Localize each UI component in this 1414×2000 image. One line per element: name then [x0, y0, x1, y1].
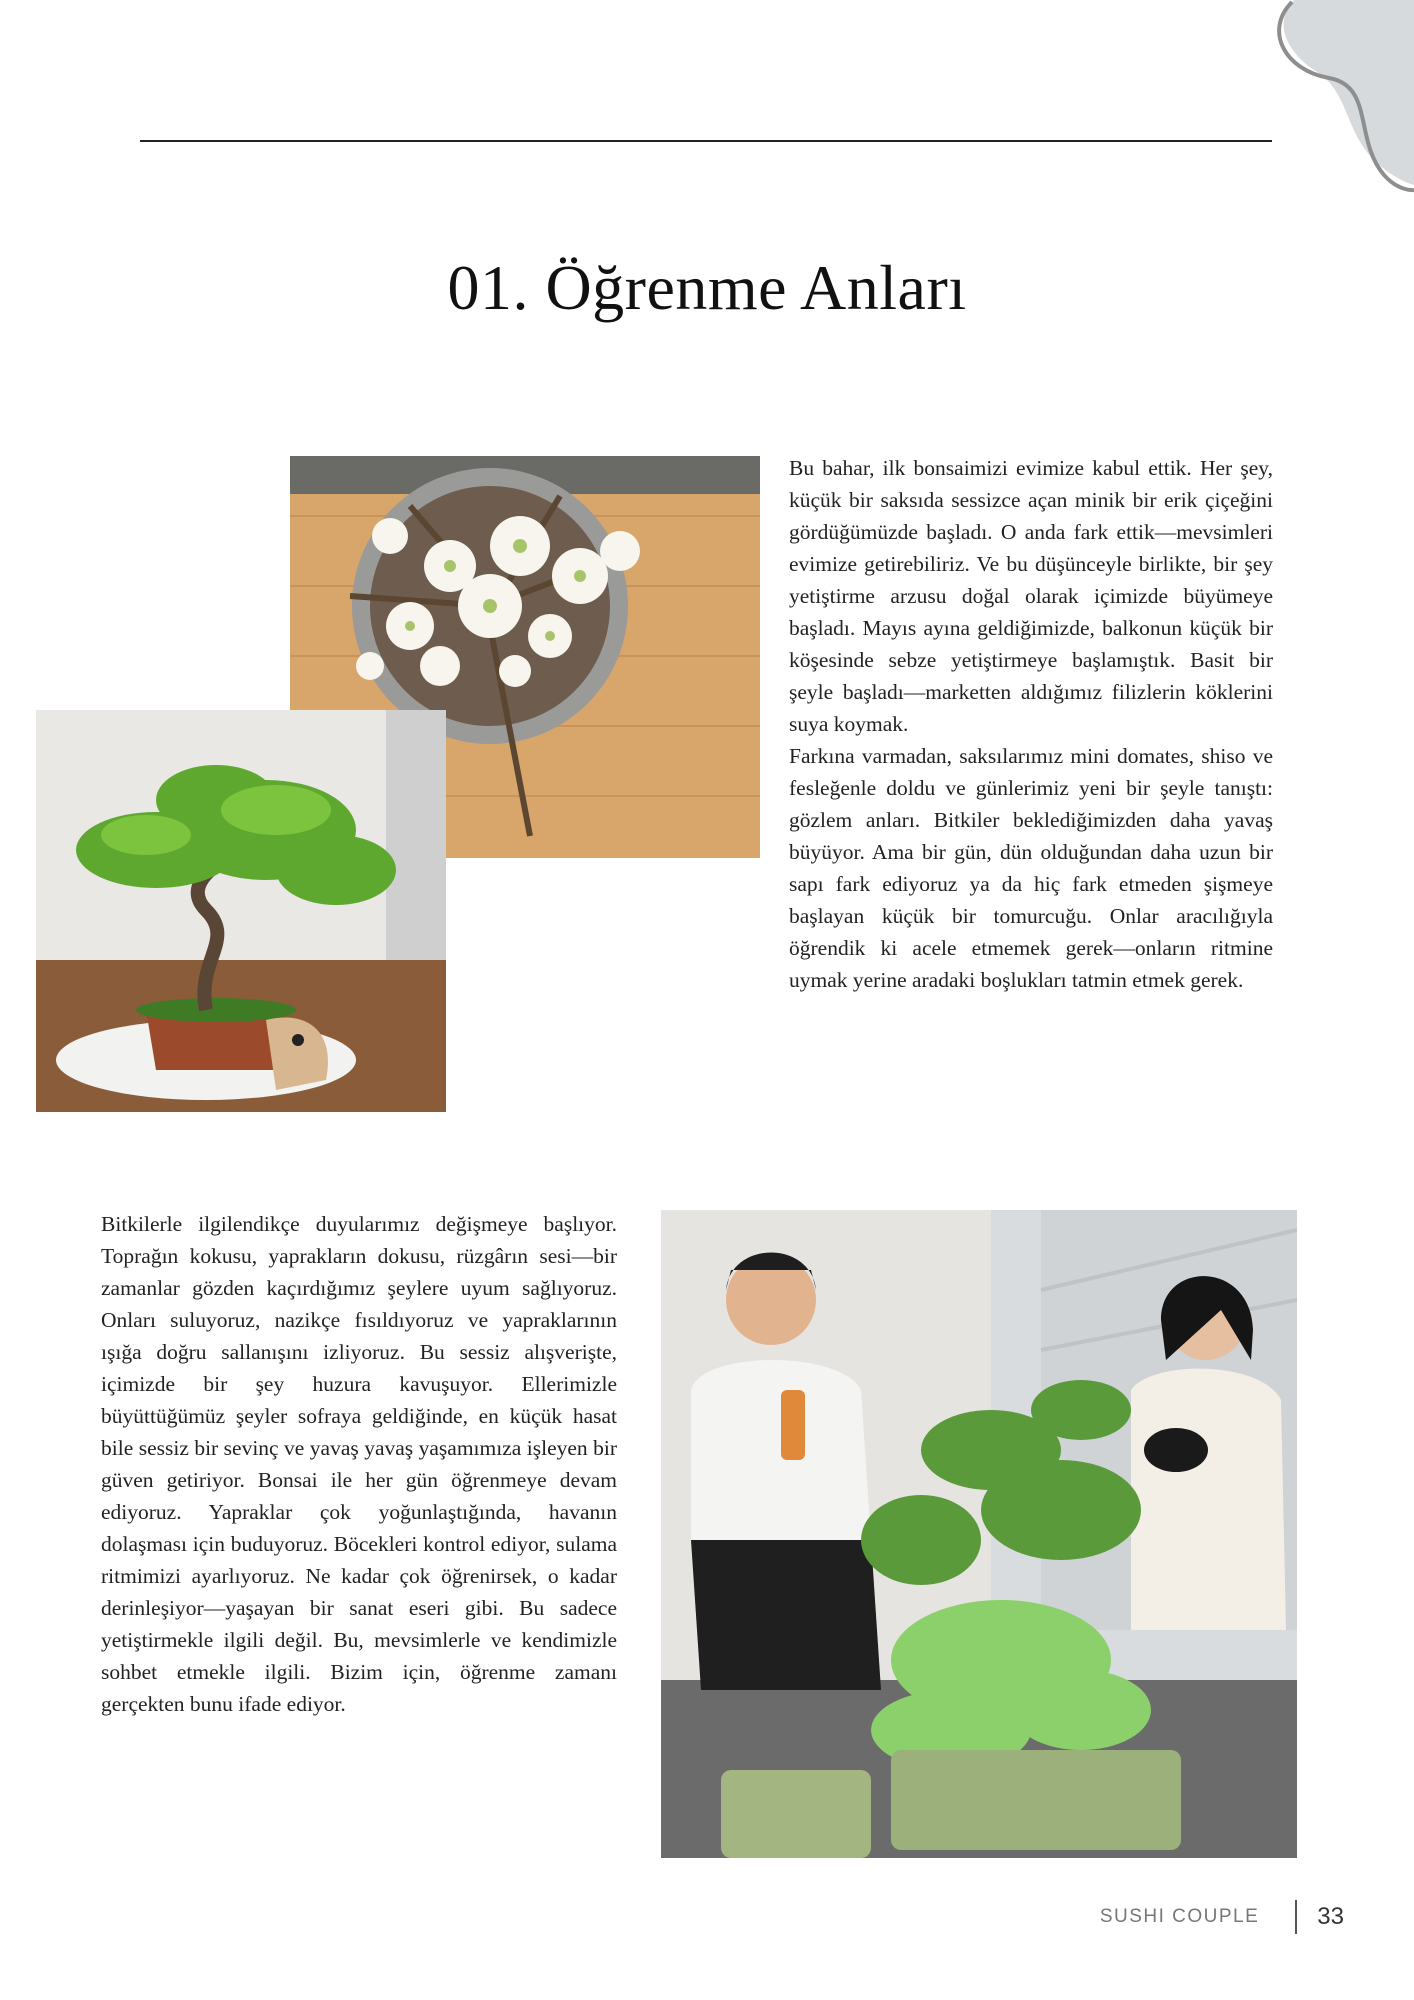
paragraph-1: Bu bahar, ilk bonsaimizi evimize kabul ettik. Her şey, küçük bir saksıda sessizce açan minik bir erik çiçeğini gördüğümüzde başladı. O anda fark ettik—mevsimleri evimize getirebiliriz. Ve bu düşünceyle birlikte, bir şey yetiştirme arzusu doğal olarak içimizde büyümeye başladı. Mayıs ayına geldiğimizde, balkonun küçük bir köşesinde sebze yetiştirmeye başlamıştık. Basit bir şeyle başladı—marketten aldığımız filizlerin köklerini suya koymak. — [789, 456, 1273, 736]
page-title: 01. Öğrenme Anları — [447, 251, 967, 323]
page-footer — [1100, 1900, 1344, 1934]
pine-bonsai-photo — [36, 710, 446, 1112]
paragraph-2: Farkına varmadan, saksılarımız mini domates, shiso ve fesleğenle doldu ve günlerimiz yeni bir şeyle tanıştı: gözlem anları. Bitkiler beklediğimizden daha yavaş büyüyor. Ama bir gün, dün olduğundan daha uzun bir sapı fark ediyoruz ya da hiç fark etmeden şişmeye başlayan küçük bir tomurcuğu. Onlar aracılığıyla öğrendik ki acele etmemek gerek—onların ritmine uymak yerine aradaki boşlukları tatmin etmek gerek. — [789, 744, 1273, 992]
decorative-blob — [1144, 0, 1414, 200]
intro-text — [789, 452, 1273, 996]
balcony-garden-photo — [661, 1210, 1297, 1858]
page-number: 33 — [1317, 1903, 1344, 1930]
footer-divider — [1295, 1900, 1297, 1934]
footer-brand: SUSHI COUPLE — [1099, 1906, 1260, 1927]
paragraph-3: Bitkilerle ilgilendikçe duyularımız değişmeye başlıyor. Toprağın kokusu, yaprakların dokusu, rüzgârın sesi—bir zamanlar gözden kaçırdığımız şeylere uyum sağlıyoruz. Onları suluyoruz, nazikçe fısıldıyoruz ve yapraklarının ışığa doğru sallanışını izliyoruz. Bu sessiz alışverişte, içimizde bir şey huzura kavuşuyor. Ellerimizle büyüttüğümüz şeyler sofraya geldiğinde, en küçük hasat bile sessiz bir sevinç ve yavaş yavaş yaşamımıza işleyen bir güven getiriyor. Bonsai ile her gün öğrenmeye devam ediyoruz. Yapraklar çok yoğunlaştığında, havanın dolaşması için buduyoruz. Böcekleri kontrol ediyor, sulama ritmimizi ayarlıyoruz. Ne kadar çok öğrenirsek, o kadar derinleşiyor—yaşayan bir sanat eseri gibi. Bu sadece yetiştirmekle ilgili değil. Bu, mevsimlerle ve kendimizle sohbet etmekle ilgili. Bizim için, öğrenme zamanı gerçekten bunu ifade ediyor. — [101, 1212, 617, 1716]
header-rule — [140, 140, 1272, 142]
